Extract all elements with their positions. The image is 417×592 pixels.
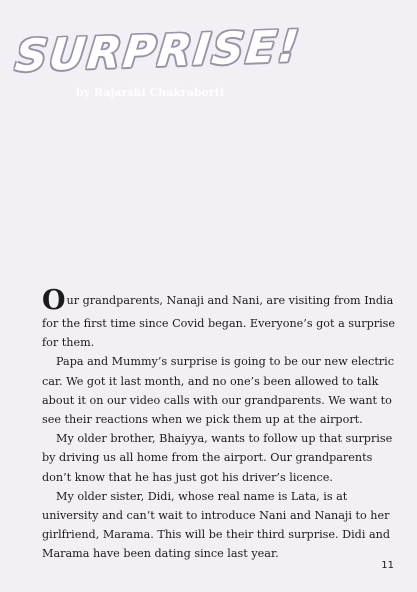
story-title: SURPRISE!	[12, 21, 303, 82]
page-number: 11	[381, 560, 394, 571]
author-byline: by Rajarshi Chakraborti	[76, 86, 225, 99]
paragraph-1	[42, 287, 397, 352]
drop-cap: O	[42, 285, 66, 316]
paragraph-2: Papa and Mummy’s surprise is going to be our new electric car. We got it last month, and no one’s been allowed to talk about it on our video calls with our grandparents. We want to see their reactions when we pick them up at the airport.	[42, 355, 395, 427]
paragraph-1-text: ur grandparents, Nanaji and Nani, are visiting from India for the first time since Covid began. Everyone’s got a surprise for them.	[42, 294, 396, 350]
paragraph-4: My older sister, Didi, whose real name is Lata, is at university and can’t wait to introduce Nani and Nanaji to her girlfriend, Marama. This will be their third surprise. Didi and Marama have been dating since last year.	[42, 489, 390, 561]
story-body	[42, 287, 397, 564]
paragraph-3: My older brother, Bhaiyya, wants to follow up that surprise by driving us all home from the airport. Our grandparents don’t know that he has just got his driver’s licence.	[42, 432, 393, 484]
